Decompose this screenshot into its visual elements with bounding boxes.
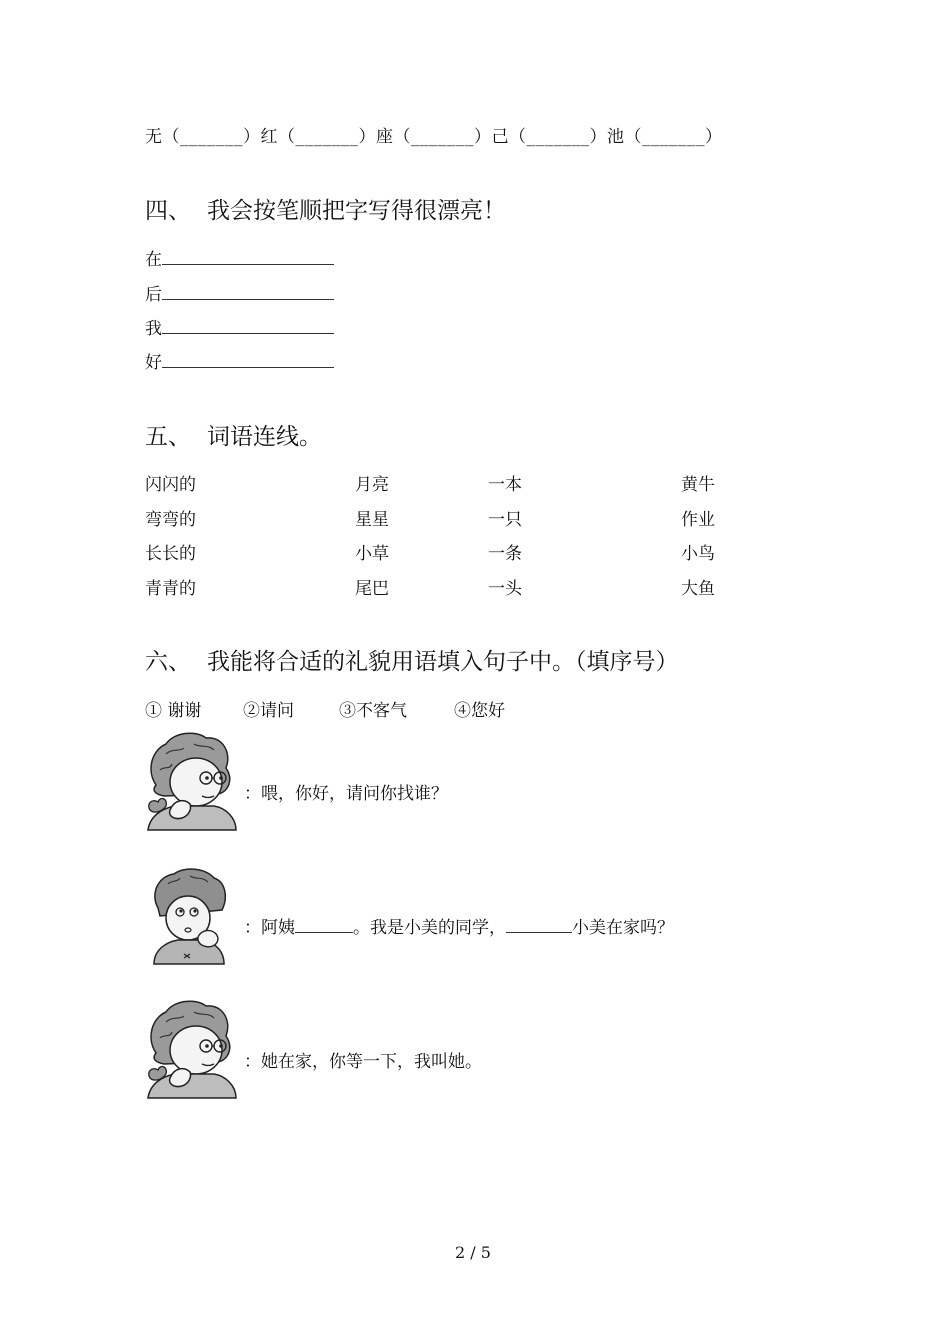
- writing-line[interactable]: [162, 319, 334, 334]
- word-item[interactable]: 弯弯的: [145, 510, 196, 530]
- stroke-char: 好: [145, 353, 162, 373]
- section-4-heading: [145, 192, 506, 225]
- option-item: ① 谢谢: [145, 701, 202, 721]
- word-item[interactable]: 月亮: [355, 475, 389, 495]
- stroke-char: 我: [145, 319, 162, 339]
- word-item[interactable]: 小草: [355, 544, 389, 564]
- word-item[interactable]: 大鱼: [681, 579, 715, 599]
- word-item[interactable]: 黄牛: [681, 475, 715, 495]
- dialog-2-part-a: ：阿姨: [244, 918, 295, 938]
- dialog-line-2: [244, 913, 674, 938]
- word-item[interactable]: 闪闪的: [145, 475, 196, 495]
- option-item: ②请问: [243, 701, 294, 721]
- section-5-title: 词语连线。: [207, 424, 322, 450]
- option-item: ④您好: [454, 701, 505, 721]
- writing-line[interactable]: [162, 353, 334, 368]
- stroke-practice-row: [145, 314, 334, 339]
- stroke-char: 后: [145, 285, 162, 305]
- child-character-icon: [150, 868, 228, 966]
- word-item[interactable]: 青青的: [145, 579, 196, 599]
- dialog-line-3: ：她在家，你等一下，我叫她。: [244, 1052, 482, 1072]
- word-item[interactable]: 一头: [488, 579, 522, 599]
- section-4-number: 四、: [145, 198, 191, 224]
- dialog-2-part-c: 小美在家吗？: [572, 918, 674, 938]
- section-6-heading: [145, 643, 679, 676]
- answer-blank-2[interactable]: [506, 918, 572, 933]
- word-item[interactable]: 一只: [488, 510, 522, 530]
- word-item[interactable]: 星星: [355, 510, 389, 530]
- character-blanks-line: 无（_______）红（_______）座（_______）己（_______）池（_______）: [145, 127, 723, 147]
- option-item: ③不客气: [339, 701, 407, 721]
- word-item[interactable]: 小鸟: [681, 544, 715, 564]
- section-5-heading: [145, 418, 322, 451]
- answer-blank-1[interactable]: [295, 918, 353, 933]
- word-item[interactable]: 尾巴: [355, 579, 389, 599]
- writing-line[interactable]: [162, 285, 334, 300]
- section-5-number: 五、: [145, 424, 191, 450]
- adult-character-icon: [144, 998, 239, 1106]
- writing-line[interactable]: [162, 250, 334, 265]
- section-4-title: 我会按笔顺把字写得很漂亮！: [207, 198, 506, 224]
- dialog-2-part-b: 。我是小美的同学，: [353, 918, 506, 938]
- adult-character-icon: [144, 730, 239, 838]
- word-item[interactable]: 一条: [488, 544, 522, 564]
- word-item[interactable]: 作业: [681, 510, 715, 530]
- stroke-practice-row: [145, 280, 334, 305]
- dialog-line-1: ：喂，你好，请问你找谁？: [244, 784, 448, 804]
- word-item[interactable]: 长长的: [145, 544, 196, 564]
- stroke-practice-row: [145, 348, 334, 373]
- section-6-title: 我能将合适的礼貌用语填入句子中。（填序号）: [207, 649, 679, 675]
- stroke-practice-row: [145, 245, 334, 270]
- section-6-number: 六、: [145, 649, 191, 675]
- stroke-char: 在: [145, 250, 162, 270]
- page-number: 2 / 5: [455, 1243, 491, 1262]
- word-item[interactable]: 一本: [488, 475, 522, 495]
